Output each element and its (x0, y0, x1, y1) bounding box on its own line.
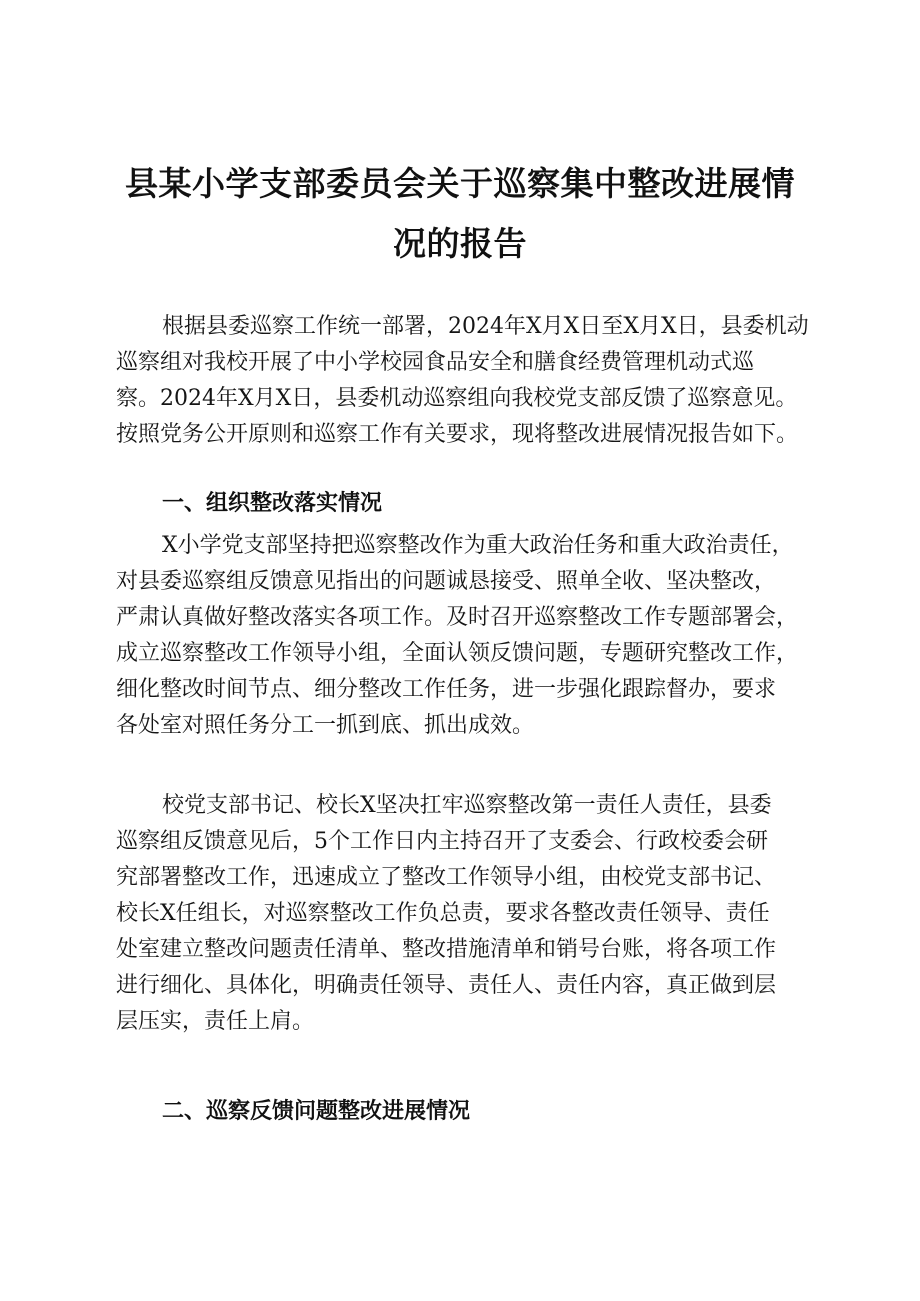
section1-paragraph-2 (116, 788, 816, 1040)
section-heading-1: 一、组织整改落实情况 (162, 491, 383, 516)
text-line: 层压实，责任上肩。 (116, 1009, 315, 1034)
text-line: 严肃认真做好整改落实各项工作。及时召开巡察整改工作专题部署会， (116, 605, 799, 630)
intro-paragraph (116, 309, 816, 453)
section1-paragraph-1 (116, 528, 816, 744)
text-line: 巡察组反馈意见后，5个工作日内主持召开了支委会、行政校委会研 (116, 829, 768, 854)
text-line: 进行细化、具体化，明确责任领导、责任人、责任内容，真正做到层 (116, 973, 777, 998)
text-line: 究部署整改工作，迅速成立了整改工作领导小组，由校党支部书记、 (116, 865, 777, 890)
text-line: 各处室对照任务分工一抓到底、抓出成效。 (116, 713, 535, 738)
text-line: 处室建立整改问题责任清单、整改措施清单和销号台账，将各项工作 (116, 937, 777, 962)
text-line: 察。2024年X月X日，县委机动巡察组向我校党支部反馈了巡察意见。 (116, 386, 798, 411)
title-line-2: 况的报告 (393, 224, 527, 263)
section-heading-2: 二、巡察反馈问题整改进展情况 (162, 1099, 471, 1124)
text-line: 校党支部书记、校长X坚决扛牢巡察整改第一责任人责任，县委 (162, 793, 772, 818)
text-line: 对县委巡察组反馈意见指出的问题诚恳接受、照单全收、坚决整改， (116, 569, 777, 594)
title-line-1: 县某小学支部委员会关于巡察集中整改进展情 (125, 164, 795, 203)
text-line: X小学党支部坚持把巡察整改作为重大政治任务和重大政治责任， (162, 533, 794, 558)
text-line: 校长X任组长，对巡察整改工作负总责，要求各整改责任领导、责任 (116, 901, 770, 926)
text-line: 根据县委巡察工作统一部署，2024年X月X日至X月X日，县委机动 (162, 314, 809, 339)
document-title (100, 154, 820, 274)
text-line: 按照党务公开原则和巡察工作有关要求，现将整改进展情况报告如下。 (116, 422, 799, 447)
text-line: 成立巡察整改工作领导小组，全面认领反馈问题，专题研究整改工作， (116, 641, 799, 666)
text-line: 细化整改时间节点、细分整改工作任务，进一步强化跟踪督办，要求 (116, 677, 777, 702)
text-line: 巡察组对我校开展了中小学校园食品安全和膳食经费管理机动式巡 (116, 350, 755, 375)
